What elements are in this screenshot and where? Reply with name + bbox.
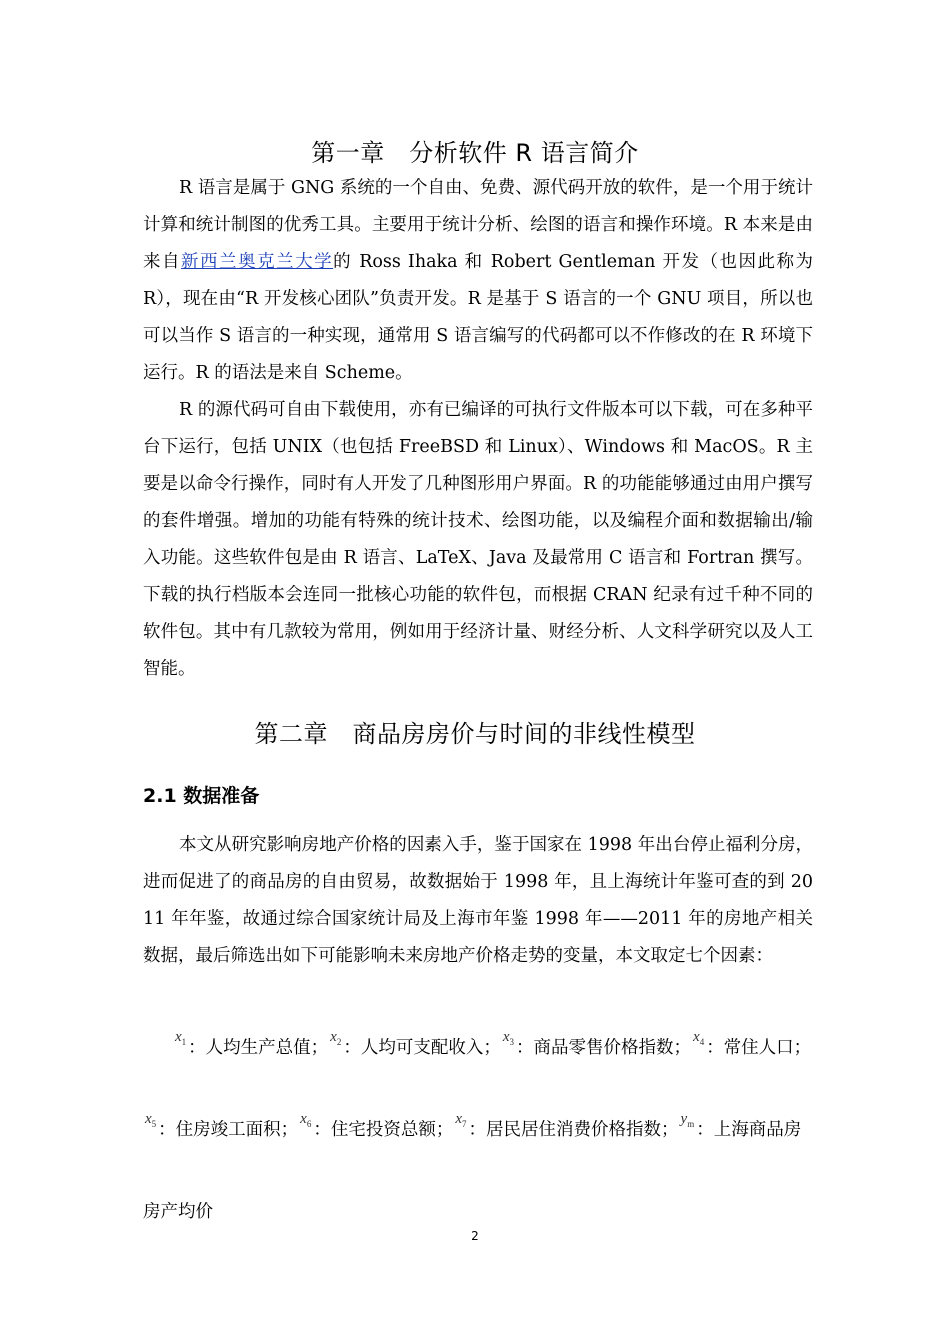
- variable-item: $x_7$ ：居民居住消费价格指数；: [455, 1111, 679, 1140]
- variable-item: $x_6$ ：住宅投资总额；: [300, 1111, 454, 1140]
- variable-symbol: $x_1$: [175, 1029, 187, 1047]
- variable-item: $x_2$ ：人均可支配收入；: [330, 1029, 501, 1058]
- chapter2-body: [143, 827, 813, 975]
- university-link[interactable]: 新西兰奥克兰大学: [181, 252, 334, 272]
- variable-symbol: $x_5$: [145, 1111, 157, 1129]
- variable-symbol: $x_3$: [502, 1029, 515, 1047]
- chapter1-paragraph-1: [143, 170, 813, 392]
- variable-list: [143, 1010, 813, 1250]
- variable-symbol: $x_2$: [330, 1029, 342, 1047]
- variable-item: $x_3$ ：商品零售价格指数；: [502, 1029, 692, 1058]
- variable-item: $y_m$ ：上海商品房房产均价: [143, 1111, 802, 1222]
- paragraph-text: 的 Ross Ihaka 和 Robert Gentleman 开发（也因此称为 R），现在由“R 开发核心团队”负责开发。R 是基于 S 语言的一个 GNU 项目，所以也可以当作 S 语言的一种实现，通常用 S 语言编写的代码都可以不作修改的在 R 环境下运行。R 的语法是来自 Scheme。: [143, 252, 814, 383]
- chapter2-title: 第二章 商品房房价与时间的非线性模型: [254, 720, 696, 748]
- page-number: 2: [471, 1229, 479, 1243]
- variable-symbol: $x_6$: [300, 1111, 312, 1129]
- variable-definitions: [143, 1010, 813, 1250]
- variable-symbol: $y_m$: [680, 1111, 695, 1129]
- variable-item: $x_1$ ：人均生产总值；: [175, 1029, 329, 1058]
- chapter1-title: 第一章 分析软件 R 语言简介: [311, 139, 639, 167]
- chapter1-body: [143, 170, 813, 688]
- section-heading: 2.1 数据准备: [143, 785, 260, 807]
- paragraph-text: R 语言是属于 GNG 系统的一个自由、免费、源代码开放的软件，是一个用于统计计算和统计制图的优秀工具。主要用于统计分析、绘图的语言和操作环境。R 本来是由来自: [143, 178, 813, 272]
- chapter1-paragraph-2: R 的源代码可自由下载使用，亦有已编译的可执行文件版本可以下载，可在多种平台下运行，包括 UNIX（也包括 FreeBSD 和 Linux）、Windows 和 MacOS。R 主要是以命令行操作，同时有人开发了几种图形用户界面。R 的功能能够通过由用户撰写的套件增强。增加的功能有特殊的统计技术、绘图功能，以及编程介面和数据输出/输入功能。这些软件包是由 R 语言、LaTeX、Java 及最常用 C 语言和 Fortran 撰写。下载的执行档版本会连同一批核心功能的软件包，而根据 CRAN 纪录有过千种不同的软件包。其中有几款较为常用，例如用于经济计量、财经分析、人文科学研究以及人工智能。: [143, 400, 813, 679]
- variable-item: $x_5$ ：住房竣工面积；: [145, 1111, 299, 1140]
- section-paragraph: 本文从研究影响房地产价格的因素入手，鉴于国家在 1998 年出台停止福利分房，进而促进了的商品房的自由贸易，故数据始于 1998 年，且上海统计年鉴可查的到 2011 年年鉴，故通过综合国家统计局及上海市年鉴 1998 年——2011 年的房地产相关数据，最后筛选出如下可能影响未来房地产价格走势的变量，本文取定七个因素：: [143, 835, 813, 966]
- variable-item: $x_4$ ：常住人口；: [693, 1029, 812, 1058]
- variable-symbol: $x_7$: [455, 1111, 467, 1129]
- variable-symbol: $x_4$: [693, 1029, 705, 1047]
